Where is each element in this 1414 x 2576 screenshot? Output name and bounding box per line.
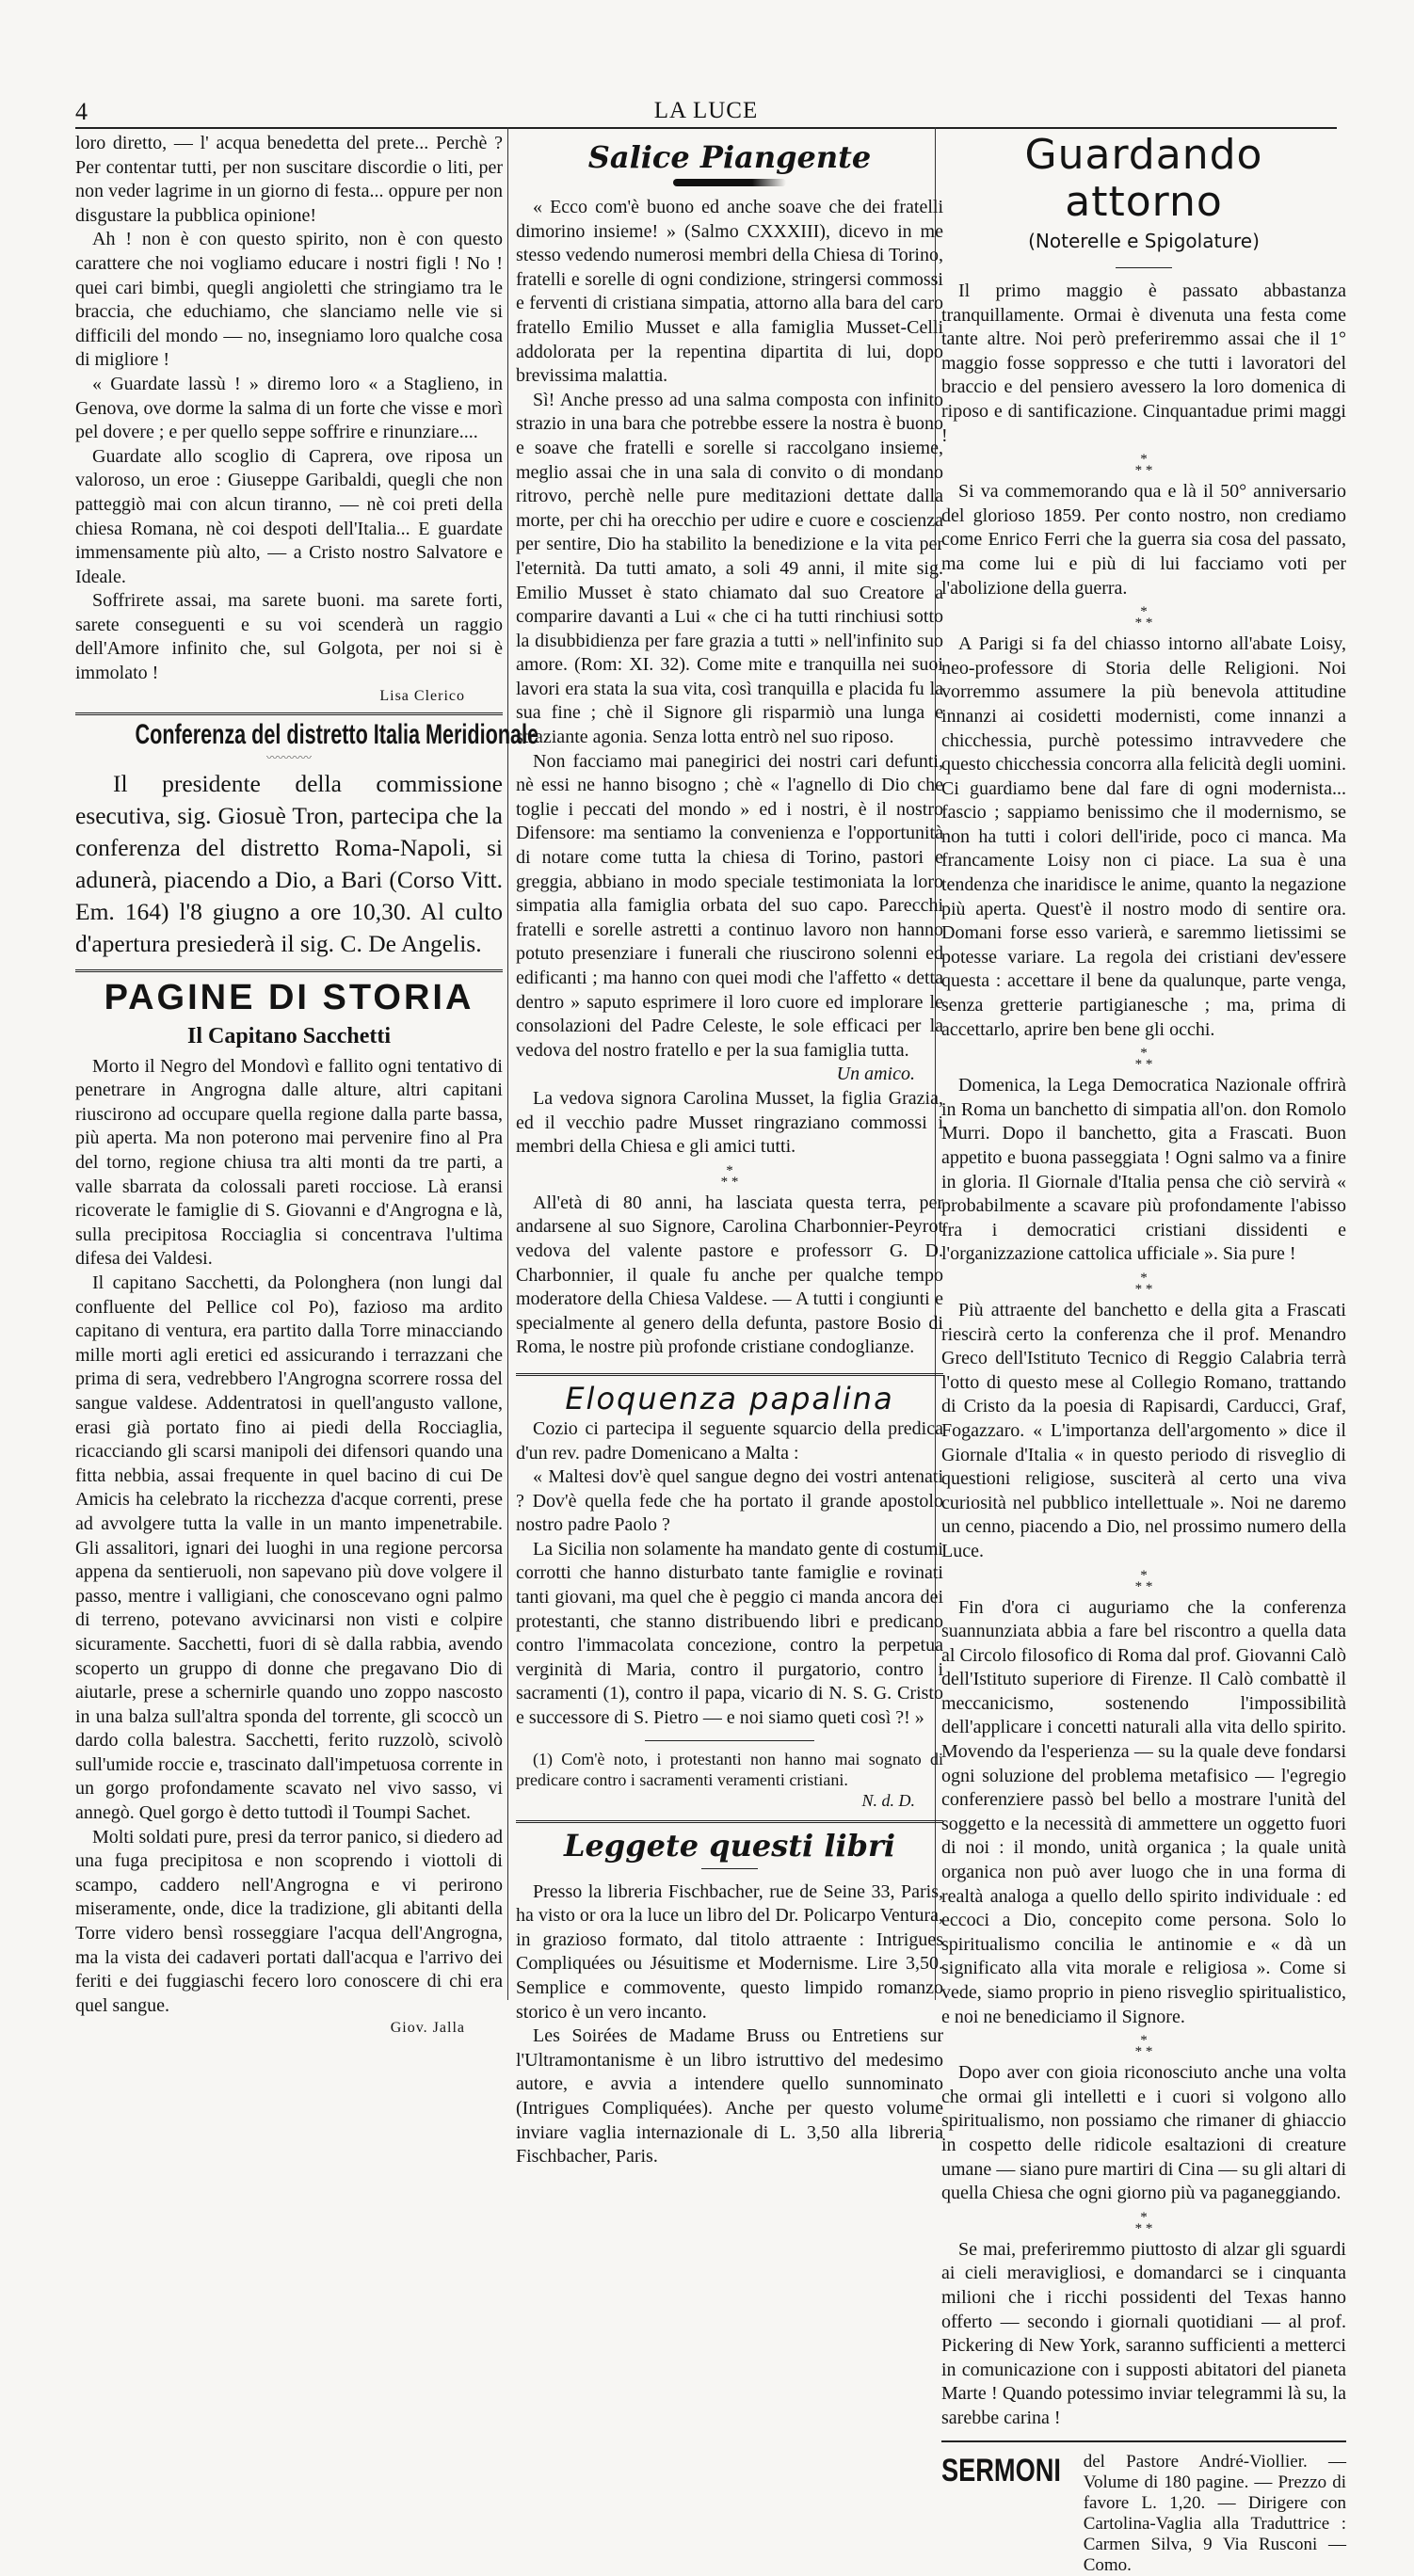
asterism: * * * [1134,604,1153,632]
sermoni-ad [941,2452,1346,2576]
asterism: * * * [1134,1270,1153,1297]
guardando-subtitle: (Noterelle e Spigolature) [1028,230,1260,252]
paragraph: Più attraente del banchetto e della gita a Frascati riescirà certo la conferenza che il prof. Menandro Greco dell'Istituto Tecnico di Reggio Calabria terrà l'otto di questo mese al Collegio Romano, trattando di Cristo da la poesia di Rapisardi, Carducci, Graf, Fogazzaro. « L'importanza dell'argomento » dice il Giornale d'Italia « in questo periodo di risveglio di questioni religiose, susciterà al certo una viva curiosità nel pubblico intellettuale ». Noi ne daremo un cenno, piacendo a Dio, nel prossimo numero della Luce. [941,1299,1346,1561]
sermoni-logo: SERMONI [941,2452,1061,2488]
section-divider [75,969,503,972]
ornament: 〰〰〰〰 [265,750,312,764]
conferenza-notice [75,768,503,960]
note-rule [645,1740,814,1741]
paragraph: All'età di 80 anni, ha lasciata questa terra, per andarsene al suo Signore, Carolina Charbonnier-Peyrot vedova del valente pastore e professorr G. D. Charbonnier, il quale fu anche per qualche tempo moderatore della Chiesa Valdese. — A tutti i congiunti e specialmente al genero della defunta, pastore Bosio di Roma, le nostre più profonde cristiane condoglianze. [516,1192,943,1358]
page-number: 4 [75,98,88,125]
column-2 [516,132,943,2169]
short-rule [701,1868,758,1869]
asterism: * * * [1134,2209,1153,2236]
section-divider [75,712,503,715]
paragraph: « Ecco com'è buono ed anche soave che dei fratelli dimorino insieme! » (Salmo CXXXIII), dicevo in me stesso vedendo numerosi membri della Chiesa di Torino, fratelli e sorelle di ogni condizione, stringersi commossi e ferventi di cristiana simpatia, attorno alla bara del caro fratello Emilio Musset e alla famiglia Musset-Celli addolorata per la repentina dipartita di lui, dopo brevissima malattia. [516,197,943,387]
paragraph: « Guardate lassù ! » diremo loro « a Staglieno, in Genova, ove dorme la salma di un forte che visse e morì pel dovere ; e per quello seppe soffrire e rinunziare.... [75,373,503,443]
paragraph: Non facciamo mai panegirici dei nostri cari defunti, nè essi ne hanno bisogno ; chè « l'agnello di Dio che toglie i peccati del mondo » ed i nostri, è il nostro Difensore: ma sentiamo la convenienza e l'opportunità di notare come tutta la chiesa di Torino, pastori e greggia, abbiano in modo speciale testimoniata la loro simpatia alla famiglia orbata del suo capo. Parecchi fratelli e sorelle astretti a continuo lavoro non hanno potuto presenziare i funerali che riuscirono solenni ed edificanti ; ma hanno con quei modi che l'affetto « detta dentro » saputo esprimere il loro cuore ed implorare le consolazioni del Padre Celeste, le sole efficaci per la vedova del nostro fratello e per la sua famiglia tutta. [516,750,943,1061]
storia-heading: PAGINE DI STORIA [104,977,474,1017]
short-rule [1116,267,1172,268]
paragraph: La vedova signora Carolina Musset, la figlia Grazia, ed il vecchio padre Musset ringraziano commossi i membri della Chiesa e gli amici tutti. [516,1087,943,1158]
paragraph: A Parigi si fa del chiasso intorno all'abate Loisy, neo-professore di Storia delle Religioni. Noi vorremmo assumere la più benevola attitudine innanzi ai cosidetti modernisti, come innanzi a chicchessia, purchè potessimo intravvedere che questo chicchessia concorra alla felicità degli uomini. Ci guardiamo bene dal fare di ogni modernista... fascio ; sappiamo benissimo che il modernismo, se non ha tutti i colori dell'iride, poco ci manca. Ma francamente Loisy non ci piace. La sua è una tendenza che inaridisce le anime, quanto la negazione più aperta. Quest'è il nostro modo di sentire ora. Domani forse esso varierà, e saremmo lietissimi se potesse variare. La regola dei cristiani dev'essere questa : accettare il bene da qualunque, parte venga, senza gretterie partigianesche ; ma, prima di accettarlo, aprire ben bene gli occhi. [941,633,1346,1040]
paragraph: Sì! Anche presso ad una salma composta con infinito strazio in una bara che potrebbe essere la nostra è buono e soave che fratelli e sorelle si raccolgano insieme, meglio assai che in una sala di convito o di mondano ritrovo, perchè nelle pure meditazioni dettate dalla morte, per chi ha orecchio per udire e cuore e coscienza per sentire, Dio ha stabilito la benedizione e la vita per l'eternità. Da tutti amato, a soli 49 anni, il mite sig. Emilio Musset è stato chiamato dal suo Creatore a comparire davanti a Lui « che ci ha tutti rinchiusi sotto la disubbidienza per fare grazia a tutti » nell'infinito suo amore. (Rom: XI. 32). Come mite e tranquilla nei suoi lavori era stata la sua vita, così tranquilla e placida fu la sua fine ; chè il Signore gli risparmiò una lunga e straziante agonia. Senza lotta entrò nel suo riposo. [516,389,943,748]
paragraph: « Maltesi dov'è quel sangue degno dei vostri antenati ? Dov'è quella fede che ha portato il grande apostolo nostro padre Paolo ? [516,1466,943,1536]
paragraph: Ah ! non è con questo spirito, non è con questo carattere che noi vogliamo educare i nostri figli ! No ! quei cari bimbi, quegli angioletti che stringiamo tra le braccia, che educhiamo, che slanciamo nelle vie si difficili del mondo — no, insegniamo loro qualche cosa di migliore ! [75,229,503,371]
asterism: * * * [1134,2033,1153,2060]
signature: Un amico. [836,1064,915,1085]
section-divider [941,2440,1346,2442]
footnote-text: (1) Com'è noto, i protestanti non hanno mai sognato di predicare contro i sacramenti veramenti cristiani. [516,1749,943,1789]
leggete-article [516,1880,943,2169]
asterism: * * * [1134,1046,1153,1073]
signature: Giov. Jalla [390,2020,465,2037]
paragraph: loro diretto, — l' acqua benedetta del prete... Perchè ? Per contentar tutti, per non suscitare discordie o liti, per non veder lagrime in un giorno di festa... oppure per non disgustare la pubblica opinione! [75,133,503,226]
conferenza-heading: Conferenza del distretto Italia Meridionale [135,718,539,750]
paragraph: Soffrirete assai, ma sarete buoni. ma sarete forti, sarete conseguenti e su voi scenderà un raggio dell'Amore infinito che, sul Golgota, per noi si è immolato ! [75,590,503,684]
paragraph: Il capitano Sacchetti, da Polonghera (non lungi dal confluente del Pellice col Po), fazioso ma ardito capitano di ventura, era partito dalla Torre minacciando mille morti agli eretici ed assicurando i terrazzani che prima di sera, vedrebbero l'Angrogna scorrere rossa del sangue valdese. Addentratosi in quell'angusto vallone, erasi già portato fino ai piedi della Rocciaglia, ricacciando gli scarsi manipoli dei difensori quando una fitta nebbia, assai frequente in quel bacino di cui De Amicis ha celebrato la ricchezza d'acque correnti, prese ad avvolgere tutta la valle in un manto impenetrabile. Gli assalitori, ignari dei luoghi in una regione percorsa appena da sentieruoli, non sapevano più dove volgere il passo, mentre i valligiani, che conoscevano ogni palmo di terreno, potevano avvicinarsi non visti e colpire sicuramente. Sacchetti, fuori di sè dalla rabbia, avendo scoperto un gruppo di donne che pregavano Dio di aiutarle, prese a schernirle quando uno zoppo nascosto in una balza sull'altra sponda del torrente, gli scoccò un dardo colla balestra. Sacchetti, ferito ruzzolò, scivolò sull'umide roccie e, trascinato dall'impetuosa corrente in un gorgo profondamente scavato nel vivo sasso, vi annegò. Quel gorgo è detto tuttodì il Toumpi Sachet. [75,1272,503,1824]
footnote-signature: N. d. D. [861,1790,915,1810]
section-divider [516,1820,943,1823]
newspaper-title: LA LUCE [653,98,759,123]
column-divider-1 [507,127,508,2000]
guardando-heading: Guardando attorno [1024,131,1263,226]
footnote [516,1749,943,1811]
section-divider [516,1373,943,1376]
paragraph: Presso la libreria Fischbacher, rue de Seine 33, Paris, ha visto or ora la luce un libro del Dr. Policarpo Ventura, in grazioso formato, dal titolo attraente : Intrigues Compliquées ou Jésuitisme et Modernisme. Lire 3,50. Semplice e commovente, questo limpido romanzo storico è un vero incanto. [516,1880,943,2023]
salice-article [516,196,943,1360]
paragraph: Il presidente della commissione esecutiva, sig. Giosuè Tron, partecipa che la conferenza del distretto Roma-Napoli, si adunerà, piacendo a Dio, a Bari (Corso Vitt. Em. 164) l'8 giugno a ore 10,30. Al culto d'apertura presiederà il sig. C. De Angelis. [75,769,503,957]
leggete-heading: Leggete questi libri [563,1827,896,1864]
asterism: * * * [1134,1567,1153,1594]
header-rule [75,127,1337,129]
page-header [75,94,1337,132]
paragraph: La Sicilia non solamente ha mandato gente di costumi corrotti che hanno disturbato tante famiglie e rovinati tanti giovani, ma quel che è peggio ci manda ancora dei protestanti, che stanno distribuendo libri e predicano contro l'immacolata concezione, contro la perpetua verginità di Maria, contro il purgatorio, contro i sacramenti (1), contro il papa, vicario di N. S. G. Cristo e successore di S. Pietro — e noi siamo queti così ?! » [516,1538,943,1729]
paragraph: Cozio ci partecipa il seguente squarcio della predica d'un rev. padre Domenicano a Malta : [516,1417,943,1464]
column-3 [941,132,1346,2576]
signature: Lisa Clerico [379,687,465,704]
brush-ornament [673,179,786,186]
paragraph: Il primo maggio è passato abbastanza tranquillamente. Ormai è divenuta una festa come tante altre. Noi però preferiremmo assai che il 1° maggio fosse soppresso e che tutti i lavoratori del braccio e del pensiero avessero la loro domenica di riposo e di santificazione. Cinquantadue primi maggi ! [941,280,1346,446]
paragraph: Morto il Negro del Mondovì e fallito ogni tentativo di penetrare in Angrogna dalle alture, altri capitani riuscirono ad occupare quella regione dalla parte bassa, più aperta. Ma non poterono mai pervenire fino al Pra del torno, regione chiusa tra alti monti da tre parti, a valle sbarrata da colossali pareti rocciose. Là eransi ricoverate le famiglie di S. Giovanni e d'Angrogna e là, sulla precipitosa Rocciaglia si concentrava l'ultima difesa dei Valdesi. [75,1055,503,1270]
asterism: * * * [1134,452,1153,479]
paragraph: Se mai, preferiremmo piuttosto di alzar gli sguardi ai cieli meravigliosi, e domandarci se i cinquanta milioni che i ricchi possidenti del Texas hanno offerto — secondo i giornali quotidiani — al prof. Pickering di New York, saranno sufficienti a metterci in comunicazione con i supposti abitatori del pianeta Marte ! Quando potessimo inviar telegrammi là su, la sarebbe carina ! [941,2238,1346,2428]
paragraph: Molti soldati pure, presi da terror panico, si diedero ad una fuga precipitosa e non scoprendo i viottoli di scampo, caddero nell'Angrogna e vi perirono miseramente, onde, dice la tradizione, gli abitanti della Torre videro bensì rosseggiare l'acqua dell'Angrogna, ma la vista dei cadaveri portati dall'acqua e l'arrivo dei feriti e dei fuggiaschi fecero loro conoscere di chi era quel sangue. [75,1826,503,2016]
storia-subheading: Il Capitano Sacchetti [187,1023,391,1048]
paragraph: Fin d'ora ci auguriamo che la conferenza suannunziata abbia a fare bel riscontro a quella data al Circolo filosofico di Roma dal prof. Giovanni Calò dell'Istituto superiore di Firenze. Il Calò combattè il meccanicismo, sostenendo l'impossibilità dell'applicare i concetti naturali alla vita dello spirito. Movendo da l'esperienza — su la quale deve fondarsi ogni soluzione del problema metafisico — l'egregio conferenziere passò bel bello a mostrare l'unità del soggetto e la necessità di ammettere un oggetto fuori di noi : il mondo, unità organica ; la quale unità organica non può aver luogo che in una forma di realtà analoga a quello dello spirito individuale : ed eccoci a Dio, concepito come persona. Solo lo spiritualismo concilia le antinomie e « dà un significato alla vita morale e religiosa ». Come si vede, siamo proprio in pieno risveglio spiritualistico, e noi ne benediciamo il Signore. [941,1596,1346,2027]
intro-article [75,132,503,686]
paragraph: Guardate allo scoglio di Caprera, ove riposa un valoroso, un eroe : Giuseppe Garibaldi, quegli che non patteggiò mai con alcun tiranno, — nè coi preti della chiesa Romana, nè coi despoti dell'Italia... E guardate immensamente più alto, — a Cristo nostro Salvatore e Ideale. [75,445,503,587]
guardando-article [941,280,1346,2431]
paragraph: Les Soirées de Madame Bruss ou Entretiens sur l'Ultramontanisme è un libro istruttivo del medesimo autore, e avvia a intendere quello sunnominato (Intrigues Compliquées). Anche per questo volume inviare vaglia internazionale di L. 3,50 alla libreria Fischbacher, Paris. [516,2025,943,2168]
eloquenza-heading: Eloquenza papalina [565,1380,894,1416]
asterism: * * * [720,1162,739,1190]
salice-heading: Salice Piangente [587,139,872,175]
paragraph: Domenica, la Lega Democratica Nazionale offrirà in Roma un banchetto di simpatia all'on. don Romolo Murri. Dopo il banchetto, gita a Frascati. Buon appetito e buona passeggiata ! Ogni salmo va a finire in gloria. Il Giornale d'Italia pensa che ciò servirà « probabilmente a scavare più profondamente l'abisso fra i democratici cristiani dissidenti e l'organizzazione cattolica ufficiale ». Sia pure ! [941,1075,1346,1265]
paragraph: Dopo aver con gioia riconosciuto anche una volta che ormai gli intelletti e i cuori si volgono allo spiritualismo, non possiamo che rimaner di ghiaccio in cospetto delle ridicole esaltazioni di creature umane — siano pure martiri di Cina — su gli altari di quella Chiesa che ogni giorno più va paganeggiando. [941,2062,1346,2204]
column-1 [75,132,539,2037]
sermoni-text: del Pastore André-Viollier. — Volume di 180 pagine. — Prezzo di favore L. 1,20. — Dirigere con Cartolina-Vaglia alla Traduttrice : Carmen Silva, 9 Via Rusconi — Como. [1083,2451,1346,2575]
storia-article [75,1055,503,2019]
paragraph: Si va commemorando qua e là il 50° anniversario del glorioso 1859. Per conto nostro, non crediamo come Enrico Ferri che la guerra sia cosa del passato, ma come lui e più di lui facciamo voti per l'abolizione della guerra. [941,481,1346,599]
eloquenza-article [516,1417,943,1731]
